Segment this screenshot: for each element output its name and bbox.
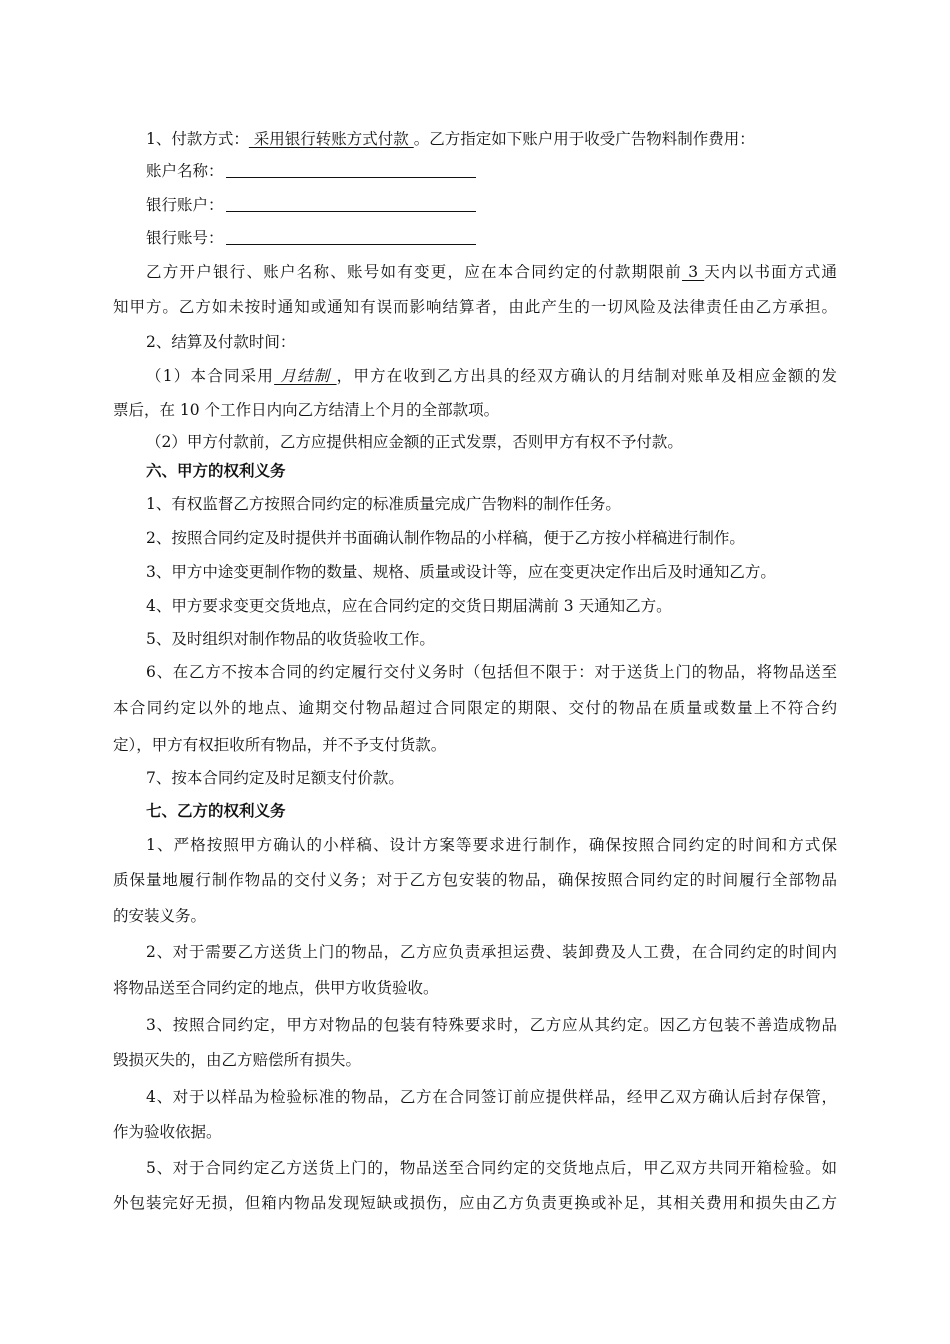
party-a-item7: 7、按本合同约定及时足额支付价款。 — [146, 769, 404, 787]
payment-method-post: 。乙方指定如下账户用于收受广告物料制作费用： — [413, 130, 755, 148]
party-a-item3: 3、甲方中途变更制作物的数量、规格、质量或设计等，应在变更决定作出后及时通知乙方。 — [146, 563, 776, 581]
party-b-item4-line2: 作为验收依据。 — [113, 1123, 222, 1141]
bank-account-blank — [226, 197, 476, 212]
party-b-item2-line2: 将物品送至合同约定的地点，供甲方收货验收。 — [113, 979, 439, 997]
section-seven-heading: 七、乙方的权利义务 — [146, 801, 286, 820]
settlement-mode: 月结制 — [274, 367, 337, 385]
party-b-item5-line2: 外包装完好无损，但箱内物品发现短缺或损伤，应由乙方负责更换或补足，其相关费用和损失由乙方 — [113, 1194, 837, 1212]
settlement-item1-line1 — [146, 366, 837, 386]
party-b-item5-line1: 5、对于合同约定乙方送货上门的，物品送至合同约定的交货地点后，甲乙双方共同开箱检验。如 — [146, 1159, 837, 1177]
account-name-label: 账户名称： — [146, 162, 224, 180]
payment-method-label: 1、付款方式： — [146, 130, 249, 148]
party-a-item2: 2、按照合同约定及时提供并书面确认制作物品的小样稿，便于乙方按小样稿进行制作。 — [146, 529, 745, 547]
bank-account-label: 银行账户： — [146, 196, 224, 214]
party-b-item4-line1: 4、对于以样品为检验标准的物品，乙方在合同签订前应提供样品，经甲乙双方确认后封存保管， — [146, 1088, 837, 1106]
party-b-item1-line2: 质保量地履行制作物品的交付义务；对于乙方包安装的物品，确保按照合同约定的时间履行全部物品 — [113, 871, 837, 889]
party-b-item3-line1: 3、按照合同约定，甲方对物品的包装有特殊要求时，乙方应从其约定。因乙方包装不善造成物品 — [146, 1016, 837, 1034]
account-change-line2: 知甲方。乙方如未按时通知或通知有误而影响结算者，由此产生的一切风险及法律责任由乙方承担。 — [113, 298, 837, 316]
settlement-item1-pre: （1）本合同采用 — [146, 367, 275, 385]
party-a-item1: 1、有权监督乙方按照合同约定的标准质量完成广告物料的制作任务。 — [146, 495, 621, 513]
section-six-heading: 六、甲方的权利义务 — [146, 461, 286, 480]
account-change-text: 乙方开户银行、账户名称、账号如有变更，应在本合同约定的付款期限前 — [146, 263, 683, 281]
account-change-post: 天内以书面方式通 — [704, 263, 837, 281]
party-a-item4: 4、甲方要求变更交货地点，应在合同约定的交货日期届满前 3 天通知乙方。 — [146, 597, 672, 615]
account-name-line — [146, 161, 476, 181]
account-number-label: 银行账号： — [146, 229, 224, 247]
settlement-item2: （2）甲方付款前，乙方应提供相应金额的正式发票，否则甲方有权不予付款。 — [146, 433, 683, 451]
settlement-item1-line2: 票后，在 10 个工作日内向乙方结清上个月的全部款项。 — [113, 401, 500, 419]
party-b-item1-line1: 1、严格按照甲方确认的小样稿、设计方案等要求进行制作，确保按照合同约定的时间和方式保 — [146, 836, 837, 854]
party-b-item3-line2: 毁损灭失的，由乙方赔偿所有损失。 — [113, 1051, 362, 1069]
settlement-item1-post: ，甲方在收到乙方出具的经双方确认的月结制对账单及相应金额的发 — [336, 367, 837, 385]
party-a-item6-line1: 6、在乙方不按本合同的约定履行交付义务时（包括但不限于：对于送货上门的物品，将物品送至 — [146, 663, 837, 681]
account-change-line1 — [146, 262, 837, 282]
settlement-title: 2、结算及付款时间： — [146, 333, 296, 351]
party-a-item5: 5、及时组织对制作物品的收货验收工作。 — [146, 630, 435, 648]
bank-account-line — [146, 195, 476, 215]
account-name-blank — [226, 163, 476, 178]
party-a-item6-line2: 本合同约定以外的地点、逾期交付物品超过合同限定的期限、交付的物品在质量或数量上不符合约 — [113, 699, 837, 717]
account-number-blank — [226, 230, 476, 245]
payment-method-line — [146, 129, 755, 149]
payment-method-value: 采用银行转账方式付款 — [248, 130, 414, 148]
account-number-line — [146, 228, 476, 248]
party-b-item1-line3: 的安装义务。 — [113, 907, 207, 925]
party-a-item6-line3: 定），甲方有权拒收所有物品，并不予支付货款。 — [113, 736, 447, 754]
notice-days: 3 — [682, 263, 705, 281]
party-b-item2-line1: 2、对于需要乙方送货上门的物品，乙方应负责承担运费、装卸费及人工费，在合同约定的时间内 — [146, 943, 837, 961]
